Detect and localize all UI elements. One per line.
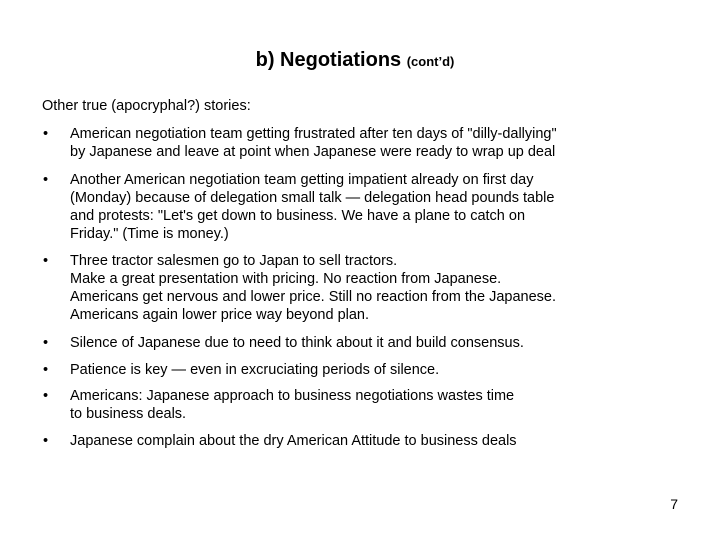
bullet-text: Silence of Japanese due to need to think about it and build consensus. xyxy=(70,335,524,351)
slide-title xyxy=(0,48,710,74)
bullet-text: Patience is key — even in excruciating periods of silence. xyxy=(70,362,440,378)
bullet-icon: • xyxy=(43,388,49,404)
bullet-icon: • xyxy=(43,126,49,142)
slide-title-main: b) Negotiations xyxy=(255,49,402,71)
page-number: 7 xyxy=(670,496,678,512)
bullet-text: Three tractor salesmen go to Japan to sell tractors. Make a great presentation with pricing. No reaction from Japanese. Americans get nervous and lower price. Still no reaction from the Japanese. Americans again lower price way beyond plan. xyxy=(70,253,556,323)
bullet-text: Americans: Japanese approach to business negotiations wastes time to business deals. xyxy=(70,388,515,422)
bullet-text: Another American negotiation team getting impatient already on first day (Monday) because of delegation small talk — delegation head pounds table and protests: "Let's get down to business. We have a plane to catch on Friday." (Time is money.) xyxy=(70,172,555,242)
bullet-icon: • xyxy=(43,253,49,269)
intro-text: Other true (apocryphal?) stories: xyxy=(42,98,251,114)
bullet-icon: • xyxy=(43,335,49,351)
bullet-text: American negotiation team getting frustrated after ten days of "dilly-dallying" by Japanese and leave at point when Japanese were ready to wrap up deal xyxy=(70,126,557,160)
bullet-icon: • xyxy=(43,172,49,188)
bullet-icon: • xyxy=(43,433,49,449)
bullet-text: Japanese complain about the dry American Attitude to business deals xyxy=(70,433,517,449)
bullet-icon: • xyxy=(43,362,49,378)
slide-title-suffix: (cont’d) xyxy=(406,54,455,69)
